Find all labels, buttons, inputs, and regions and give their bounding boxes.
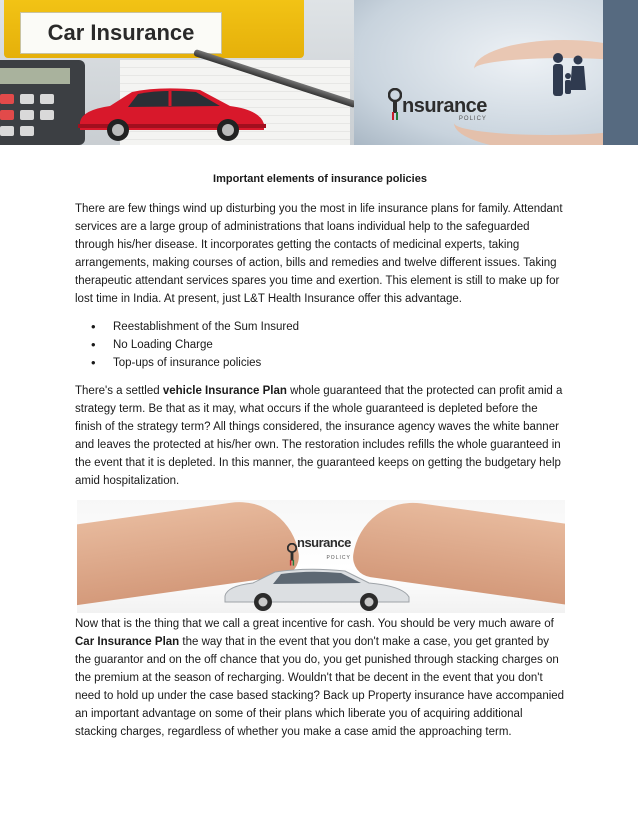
family-icon — [544, 50, 594, 100]
insurance-policy-photo — [354, 0, 638, 145]
insurance-policy-logo — [287, 536, 351, 567]
article-body — [75, 170, 565, 751]
intro-paragraph: There are few things wind up disturbing you the most in life insurance plans for family. Attendant services are a large group of administrations that loans individual help to the safeguarded through his/her disease. It incorporates getting the contacts of medicinal experts, taking arrangements, making courses of action, bills and remedies and twelve different issues. Taking therapeutic attendant services spares you time and exertion. This element is still to make up for lost time in India. At present, just L&T Health Insurance offer this advantage. — [75, 203, 563, 305]
logo-sub: POLICY — [458, 116, 487, 122]
list-item: • Top-ups of insurance policies — [113, 354, 565, 372]
yellow-folder — [4, 0, 304, 58]
article-heading: Important elements of insurance policies — [213, 173, 427, 185]
list-item: • Reestablishment of the Sum Insured — [113, 318, 565, 336]
red-car-image — [70, 84, 270, 144]
paragraph-text: Now that is the thing that we call a great incentive for cash. You should be very much aware of — [75, 618, 554, 630]
header-banner — [0, 0, 638, 145]
silver-car-image — [217, 566, 417, 612]
paragraph-text: the way that in the event that you don't make a case, you get granted by the guarantor and on the off chance that you do, you get punished through stacking charges on the premium at the season of recharging. Wouldn't that be decent in the event that you don't need to hold up under the case based stacking? Back up Property insurance have accompanied an important advantage on some of their plans which liberate you of acquiring additional stacking charges, regardless of whether you make a case amid the approaching term. — [75, 636, 565, 738]
car-insurance-photo — [0, 0, 354, 145]
keyhole-icon — [388, 88, 402, 122]
vehicle-insurance-plan-link-text: vehicle Insurance Plan — [162, 385, 287, 397]
no-claim-paragraph — [75, 615, 565, 741]
restoration-paragraph — [75, 382, 565, 490]
logo-sub: POLICY — [326, 555, 351, 561]
car-insurance-plan-link-text: Car Insurance Plan — [75, 636, 180, 648]
logo-word: nsurance — [402, 95, 487, 117]
list-item: • No Loading Charge — [113, 336, 565, 354]
sleeve-image — [603, 0, 638, 145]
benefit-list — [75, 318, 565, 372]
folder-label — [20, 12, 222, 54]
paragraph-text: There's a settled — [75, 385, 163, 397]
insurance-policy-logo — [388, 88, 487, 122]
keyhole-icon — [287, 543, 297, 567]
hands-over-car-photo — [77, 500, 565, 613]
car-insurance-label: Car Insurance — [47, 20, 195, 45]
logo-word: nsurance — [297, 535, 351, 550]
paragraph-text: whole guaranteed that the protected can profit amid a strategy term. Be that as it may, what occurs if the whole guaranteed is depleted before the finish of the strategy term? All things considered, the insurance agency waves the white banner and leaves the protected at his/her own. The restoration includes refills the whole guaranteed in the event that it is depleted. In this manner, the guaranteed keeps on getting the budgetary help amid hospitalization. — [75, 385, 563, 487]
